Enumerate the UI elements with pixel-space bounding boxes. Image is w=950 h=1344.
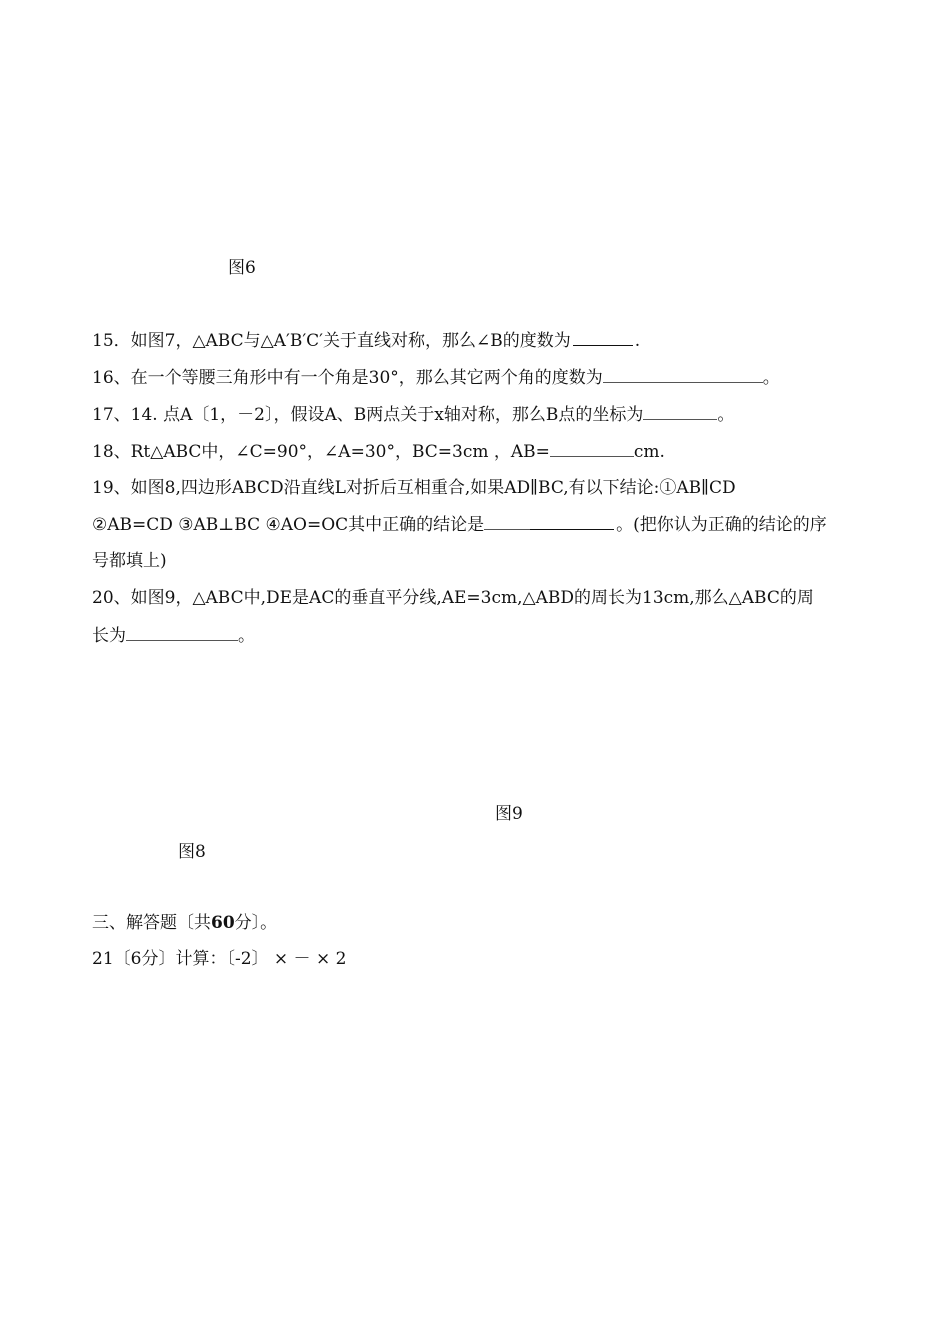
question-19-line-1: 19、如图8,四边形ABCD沿直线L对折后互相重合,如果AD∥BC,有以下结论:①AB∥CD [92, 478, 736, 498]
figure-6-caption: 图6 [228, 258, 256, 278]
question-19-line-2 [92, 513, 827, 536]
question-16-text: 16、在一个等腰三角形中有一个角是30°，那么其它两个角的度数为 [92, 368, 603, 388]
question-19-answer-blank-a[interactable] [484, 513, 530, 530]
section-3-suffix: 分〕。 [234, 913, 278, 933]
section-3-score: 60 [211, 913, 235, 933]
question-20-line-1: 20、如图9，△ABC中,DE是AC的垂直平分线,AE=3cm,△ABD的周长为13cm,那么△ABC的周 [92, 588, 814, 608]
question-19-end: 。(把你认为正确的结论的序 [616, 515, 827, 535]
question-18 [92, 440, 665, 463]
question-17-text: 17、14. 点A〔1，－2〕，假设A、B两点关于x轴对称，那么B点的坐标为 [92, 405, 644, 425]
question-16-answer-blank[interactable] [603, 366, 763, 383]
question-20-end: 。 [238, 626, 255, 646]
section-3-prefix: 三、解答题〔共 [92, 913, 211, 933]
question-16 [92, 366, 780, 389]
question-19-line-3: 号都填上) [92, 551, 167, 571]
question-20-answer-blank[interactable] [126, 624, 238, 641]
question-21: 21〔6分〕计算：〔-2〕 × － × 2 [92, 949, 347, 969]
question-18-text: 18、Rt△ABC中，∠C=90°，∠A=30°，BC=3cm ，AB= [92, 442, 550, 462]
section-3-heading [92, 912, 277, 934]
figure-9-caption: 图9 [495, 804, 523, 824]
question-17 [92, 403, 734, 426]
question-19-answer-blank-b[interactable] [530, 513, 614, 530]
question-16-end: 。 [762, 368, 780, 388]
question-17-end: 。 [717, 405, 735, 425]
question-15-answer-blank[interactable] [573, 329, 633, 346]
question-18-answer-blank[interactable] [550, 440, 634, 457]
question-15-end: . [634, 331, 641, 351]
figure-8-caption: 图8 [178, 842, 206, 862]
question-19-text: ②AB=CD ③AB⊥BC ④AO=OC其中正确的结论是 [92, 515, 485, 535]
question-15-text: 15．如图7，△ABC与△A′B′C′关于直线对称，那么∠B的度数为 [92, 331, 571, 351]
question-18-end: cm. [633, 442, 665, 462]
question-20-text: 长为 [92, 626, 126, 646]
question-17-answer-blank[interactable] [643, 403, 717, 420]
question-20-line-2 [92, 624, 255, 647]
question-15 [92, 329, 640, 352]
